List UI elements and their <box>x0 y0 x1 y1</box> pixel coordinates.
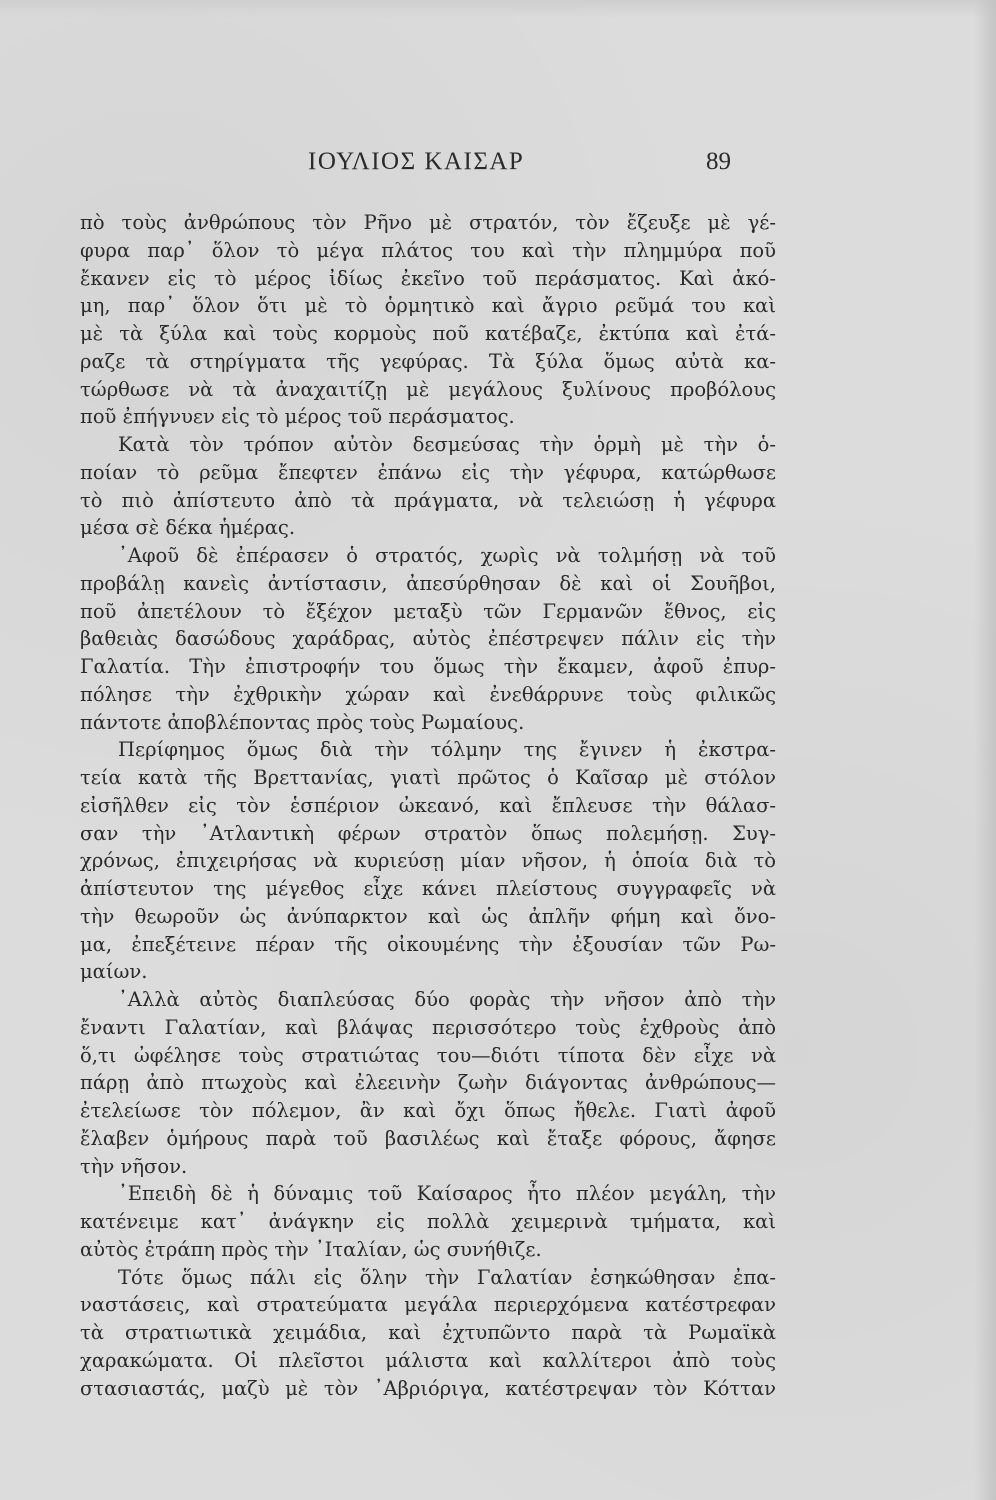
text-line: σαν τὴν ᾽Ατλαντικὴ φέρων στρατὸν ὅπως πολεμήσῃ. Συγ- <box>80 821 776 845</box>
text-line: ἀπίστευτον της μέγεθος εἶχε κάνει πλείστους συγγραφεῖς νὰ <box>80 877 776 900</box>
text-line: μέσα σὲ δέκα ἡμέρας. <box>80 516 296 540</box>
text-line: μαίων. <box>80 960 148 984</box>
page-top-edge <box>0 0 996 18</box>
text-line: Κατὰ τὸν τρόπον αὐτὸν δεσμεύσας τὴν ὁρμὴ μὲ τὴν ὁ- <box>118 433 776 456</box>
text-line: πάρῃ ἀπὸ πτωχοὺς καὶ ἐλεεινὴν ζωὴν διάγοντας ἀνθρώπους— <box>80 1071 776 1095</box>
text-line: ἔκανεν εἰς τὸ μέρος ἰδίως ἐκεῖνο τοῦ περάσματος. Καὶ ἀκό- <box>80 266 776 290</box>
text-line: ποίαν τὸ ρεῦμα ἔπεφτεν ἐπάνω εἰς τὴν γέφυρα, κατώρθωσε <box>80 460 776 484</box>
text-line: τὴν θεωροῦν ὡς ἀνύπαρκτον καὶ ὡς ἀπλῆν φήμη καὶ ὄνο- <box>80 904 776 928</box>
text-line: μη, παρ᾽ ὅλον ὅτι μὲ τὸ ὁρμητικὸ καὶ ἄγριο ρεῦμά του καὶ <box>80 294 776 318</box>
text-line: ᾽Αφοῦ δὲ ἐπέρασεν ὁ στρατός, χωρὶς νὰ τολμήσῃ νὰ τοῦ <box>118 544 776 567</box>
text-line: τὴν νῆσον. <box>80 1154 188 1178</box>
text-line: μὲ τὰ ξύλα καὶ τοὺς κορμοὺς ποῦ κατέβαζε, ἐκτύπα καὶ ἐτά- <box>80 322 776 345</box>
text-line: πόλησε τὴν ἐχθρικὴν χώραν καὶ ἐνεθάρρυνε τοὺς φιλικῶς <box>80 682 776 706</box>
text-line: ᾽Αλλὰ αὐτὸς διαπλεύσας δύο φορὰς τὴν νῆσον ἀπὸ τὴν <box>118 988 776 1011</box>
text-line: ποῦ ἀπετέλουν τὸ ἔξέχον μεταξὺ τῶν Γερμανῶν ἔθνος, εἰς <box>80 599 776 623</box>
text-line: εἰσῆλθεν εἰς τὸν ἑσπέριον ὠκεανό, καὶ ἔπλευσε τὴν θάλασ- <box>80 793 776 817</box>
text-line: τὰ στρατιωτικὰ χειμάδια, καὶ ἐχτυπῶντο παρὰ τὰ Ρωμαϊκὰ <box>80 1321 776 1344</box>
text-line: ἔναντι Γαλατίαν, καὶ βλάψας περισσότερο τοὺς ἐχθροὺς ἀπὸ <box>80 1015 776 1039</box>
text-line: βαθειὰς δασώδους χαράδρας, αὐτὸς ἐπέστρεψεν πάλιν εἰς τὴν <box>80 627 776 651</box>
running-title: ΙΟΥΛΙΟΣ ΚΑΙΣΑΡ <box>308 148 525 175</box>
page-number: 89 <box>706 148 731 175</box>
text-line: ἔλαβεν ὁμήρους παρὰ τοῦ βασιλέως καὶ ἔταξε φόρους, ἄφησε <box>80 1126 776 1150</box>
text-line: χρόνως, ἐπιχειρήσας νὰ κυριεύσῃ μίαν νῆσον, ἡ ὁποία διὰ τὸ <box>80 849 776 873</box>
text-line: ποῦ ἐπήγνυεν εἰς τὸ μέρος τοῦ περάσματος. <box>80 405 515 429</box>
text-line: Τότε ὅμως πάλι εἰς ὅλην τὴν Γαλατίαν ἐσηκώθησαν ἐπα- <box>118 1265 776 1289</box>
text-line: αὐτὸς ἐτράπη πρὸς τὴν ᾽Ιταλίαν, ὡς συνήθιζε. <box>80 1237 542 1261</box>
page-header <box>0 148 996 188</box>
text-line: πὸ τοὺς ἀνθρώπους τὸν Ρῆνο μὲ στρατόν, τὸν ἔζευξε μὲ γέ- <box>80 211 776 234</box>
text-line: ραζε τὰ στηρίγματα τῆς γεφύρας. Τὰ ξύλα ὅμως αὐτὰ κα- <box>80 349 776 373</box>
text-line: χαρακώματα. Οἱ πλεῖστοι μάλιστα καὶ καλλίτεροι ἀπὸ τοὺς <box>80 1348 776 1372</box>
text-line: ᾽Επειδὴ δὲ ἡ δύναμις τοῦ Καίσαρος ἦτο πλέον μεγάλη, τὴν <box>118 1182 776 1206</box>
text-line: κατένειμε κατ᾽ ἀνάγκην εἰς πολλὰ χειμερινὰ τμήματα, καὶ <box>80 1210 776 1233</box>
text-line: ὅ,τι ὠφέλησε τοὺς στρατιώτας του—διότι τίποτα δὲν εἶχε νὰ <box>80 1043 776 1067</box>
text-line: μα, ἐπεξέτεινε πέραν τῆς οἰκουμένης τὴν ἐξουσίαν τῶν Ρω- <box>80 932 776 956</box>
text-line: φυρα παρ᾽ ὅλον τὸ μέγα πλάτος του καὶ τὴν πλημμύρα ποῦ <box>80 238 776 262</box>
text-body <box>80 209 776 1402</box>
text-line: ναστάσεις, καὶ στρατεύματα μεγάλα περιερχόμενα κατέστρεφαν <box>80 1293 776 1317</box>
text-line: τώρθωσε νὰ τὰ ἀναχαιτίζῃ μὲ μεγάλους ξυλίνους προβόλους <box>80 377 776 401</box>
text-line: τεία κατὰ τῆς Βρεττανίας, γιατὶ πρῶτος ὁ Καῖσαρ μὲ στόλον <box>80 766 776 789</box>
text-line: τὸ πιὸ ἀπίστευτο ἀπὸ τὰ πράγματα, νὰ τελειώσῃ ἡ γέφυρα <box>80 488 776 512</box>
page-right-edge <box>974 0 996 1500</box>
text-line: Γαλατία. Τὴν ἐπιστροφήν του ὅμως τὴν ἔκαμεν, ἀφοῦ ἐπυρ- <box>80 655 776 678</box>
text-line: στασιαστάς, μαζὺ μὲ τὸν ᾽Αβριόριγα, κατέστρεψαν τὸν Κότταν <box>80 1376 776 1400</box>
text-line: προβάλῃ κανεὶς ἀντίστασιν, ἀπεσύρθησαν δὲ καὶ οἱ Σουῆβοι, <box>80 571 776 595</box>
text-line: Περίφημος ὅμως διὰ τὴν τόλμην της ἔγινεν ἡ ἐκστρα- <box>118 738 776 762</box>
text-line: ἐτελείωσε τὸν πόλεμον, ἂν καὶ ὄχι ὅπως ἤθελε. Γιατὶ ἀφοῦ <box>80 1099 776 1122</box>
text-line: πάντοτε ἀποβλέποντας πρὸς τοὺς Ρωμαίους. <box>80 710 525 734</box>
